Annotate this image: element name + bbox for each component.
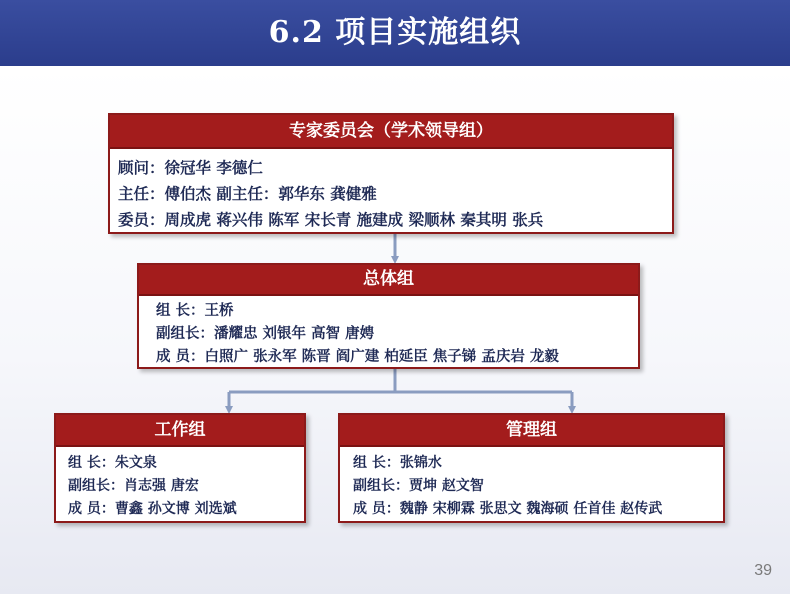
- expert-directors-line: 主任：傅伯杰 副主任：郭华东 龚健雅: [118, 185, 377, 203]
- management-group-body: [340, 447, 723, 521]
- expert-committee-header: 专家委员会（学术领导组）: [110, 115, 672, 149]
- management-members-line: 成 员：魏静 宋柳霖 张思文 魏海硕 任首佳 赵传武: [353, 501, 663, 517]
- work-group-header: 工作组: [56, 415, 304, 447]
- page-number: 39: [754, 562, 772, 579]
- work-group-body: [56, 447, 304, 521]
- expert-committee-box: [108, 113, 674, 234]
- slide-title: 6.2 项目实施组织: [268, 15, 522, 50]
- general-group-box: [137, 263, 640, 369]
- work-leader-line: 组 长：朱文泉: [68, 455, 157, 471]
- general-group-header: 总体组: [139, 265, 638, 296]
- expert-committee-body: [110, 149, 672, 233]
- expert-advisors-line: 顾问：徐冠华 李德仁: [118, 159, 263, 177]
- general-deputy-line: 副组长：潘耀忠 刘银年 高智 唐娉: [156, 326, 375, 342]
- general-leader-line: 组 长：王桥: [156, 303, 234, 319]
- general-members-line: 成 员：白照广 张永军 陈晋 阎广建 柏延臣 焦子锑 孟庆岩 龙毅: [156, 349, 559, 365]
- management-group-header: 管理组: [340, 415, 723, 447]
- management-deputy-line: 副组长：贾坤 赵文智: [353, 478, 484, 494]
- general-group-body: [139, 296, 638, 369]
- management-leader-line: 组 长：张锦水: [353, 455, 442, 471]
- expert-members-line: 委员：周成虎 蒋兴伟 陈军 宋长青 施建成 梁顺林 秦其明 张兵: [118, 211, 544, 229]
- work-members-line: 成 员：曹鑫 孙文博 刘选斌: [68, 501, 237, 517]
- management-group-box: [338, 413, 725, 523]
- work-group-box: [54, 413, 306, 523]
- work-deputy-line: 副组长：肖志强 唐宏: [68, 478, 199, 494]
